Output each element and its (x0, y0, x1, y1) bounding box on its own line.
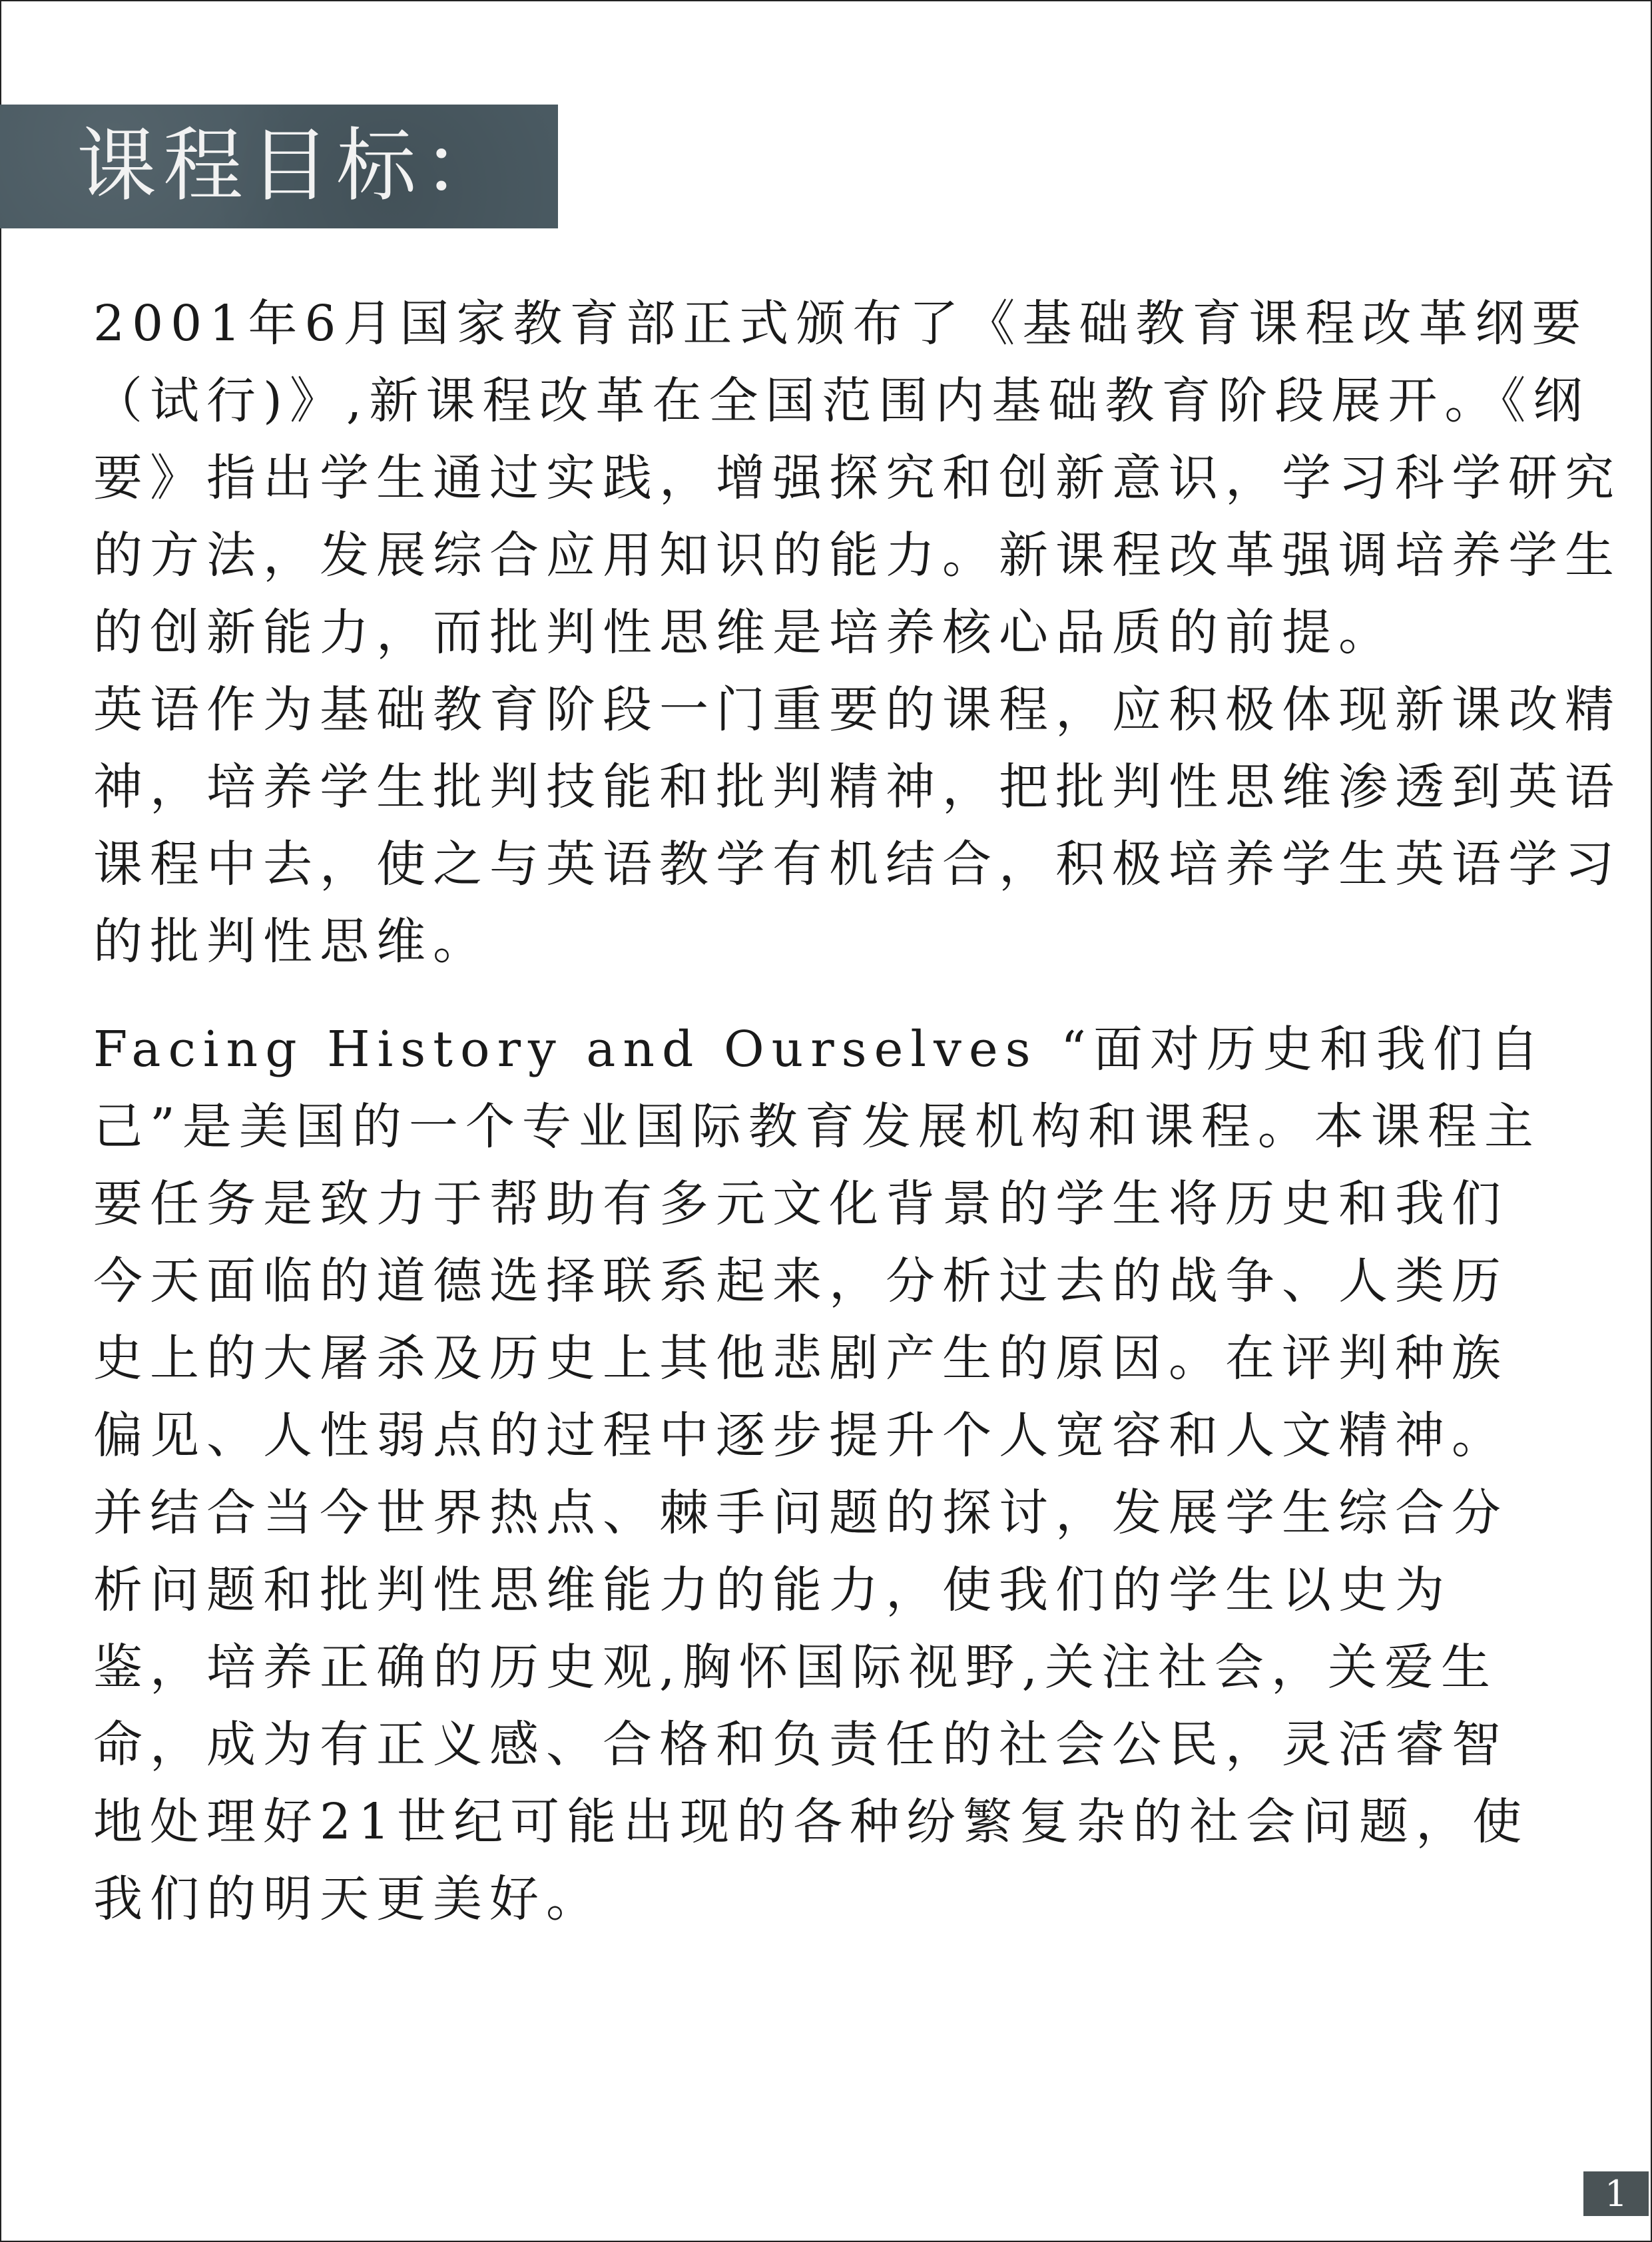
reform-paragraph: 2001年6月国家教育部正式颁布了《基础教育课程改革纲要（试行)》,新课程改革在全国范围内基础教育阶段展开。《纲要》指出学生通过实践，增强探究和创新意识，学习科学研究的方法，发展综合应用知识的能力。新课程改革强调培养学生的创新能力，而批判性思维是培养核心品质的前提。 (93, 295, 1621, 661)
page-title: 课程目标： (77, 120, 509, 212)
facing-history-section (93, 1011, 1558, 1938)
page-number: 1 (1583, 2171, 1649, 2216)
english-critical-thinking-paragraph: 英语作为基础教育阶段一门重要的课程，应积极体现新课改精神，培养学生批判技能和批判精神，把批判性思维渗透到英语课程中去，使之与英语教学有机结合，积极培养学生英语学习的批判性思维。 (93, 681, 1621, 970)
curriculum-reform-section (93, 285, 1621, 980)
title-banner (0, 105, 558, 228)
facing-history-paragraph: Facing History and Ourselves “面对历史和我们自己”是美国的一个专业国际教育发展机构和课程。本课程主要任务是致力于帮助有多元文化背景的学生将历史和我们今天面临的道德选择联系起来，分析过去的战争、人类历史上的大屠杀及历史上其他悲剧产生的原因。在评判种族偏见、人性弱点的过程中逐步提升个人宽容和人文精神。并结合当今世界热点、棘手问题的探讨，发展学生综合分析问题和批判性思维能力的能力，使我们的学生以史为鉴，培养正确的历史观,胸怀国际视野,关注社会，关爱生命，成为有正义感、合格和负责任的社会公民，灵活睿智地处理好21世纪可能出现的各种纷繁复杂的社会问题，使我们的明天更美好。 (93, 1021, 1547, 1928)
main-content (93, 285, 1621, 1938)
